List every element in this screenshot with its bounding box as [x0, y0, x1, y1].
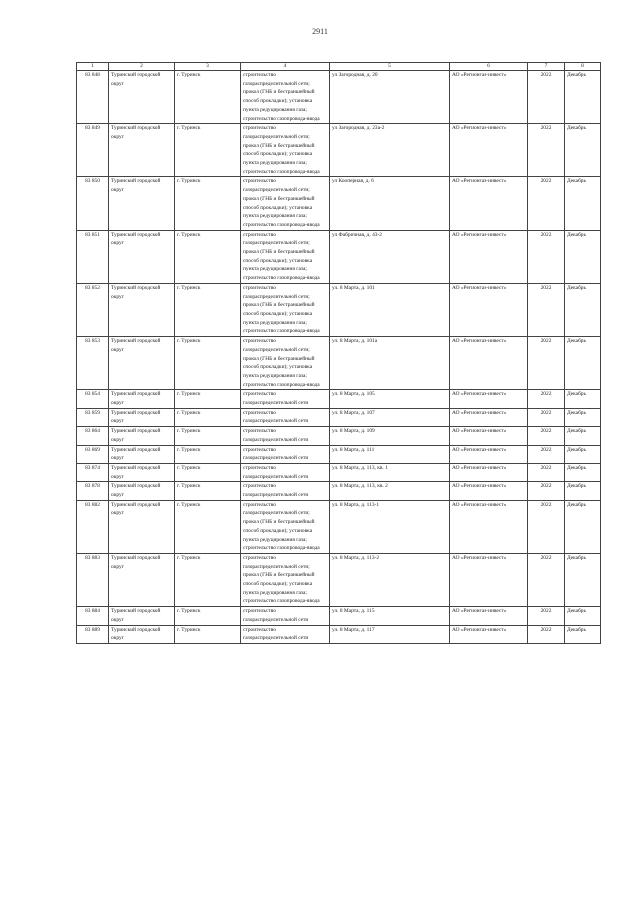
district-cell: Туринский городской округ: [109, 71, 175, 124]
district-cell: Туринский городской округ: [109, 463, 175, 481]
locality-cell: г. Туринск: [175, 408, 241, 426]
district-cell: Туринский городской округ: [109, 283, 175, 336]
district-cell: Туринский городской округ: [109, 500, 175, 553]
table-row: [77, 230, 601, 283]
locality-cell: г. Туринск: [175, 177, 241, 230]
table-row: [77, 283, 601, 336]
work-cell: строительство газораспределительной сети; прокол (ГНБ и бестраншейный способ прокладки); установка пункта редуцирования газа; строительство газопровода-ввода: [241, 177, 330, 230]
organization-cell: АО «Регионгаз-инвест»: [450, 283, 528, 336]
district-cell: Туринский городской округ: [109, 337, 175, 390]
table-row: [77, 427, 601, 445]
row-number: 83 853: [77, 337, 109, 390]
organization-cell: АО «Регионгаз-инвест»: [450, 427, 528, 445]
row-number: 83 852: [77, 283, 109, 336]
district-cell: Туринский городской округ: [109, 553, 175, 606]
month-cell: Декабрь: [565, 463, 601, 481]
work-cell: строительство газораспределительной сети: [241, 607, 330, 625]
work-cell: строительство газораспределительной сети: [241, 482, 330, 500]
work-cell: строительство газораспределительной сети; прокол (ГНБ и бестраншейный способ прокладки); установка пункта редуцирования газа; строительство газопровода-ввода: [241, 553, 330, 606]
month-cell: Декабрь: [565, 390, 601, 408]
row-number: 83 854: [77, 390, 109, 408]
year-cell: 2022: [528, 283, 565, 336]
table-row: [77, 500, 601, 553]
district-cell: Туринский городской округ: [109, 482, 175, 500]
row-number: 83 859: [77, 408, 109, 426]
year-cell: 2022: [528, 500, 565, 553]
row-number: 83 849: [77, 124, 109, 177]
district-cell: Туринский городской округ: [109, 408, 175, 426]
work-cell: строительство газораспределительной сети: [241, 445, 330, 463]
year-cell: 2022: [528, 625, 565, 643]
work-cell: строительство газораспределительной сети: [241, 408, 330, 426]
locality-cell: г. Туринск: [175, 445, 241, 463]
work-cell: строительство газораспределительной сети: [241, 463, 330, 481]
gasification-schedule-table: [76, 62, 601, 644]
row-number: 83 874: [77, 463, 109, 481]
column-header: 2: [109, 63, 175, 71]
table-row: [77, 390, 601, 408]
column-header: 4: [241, 63, 330, 71]
column-header: 7: [528, 63, 565, 71]
address-cell: ул. 8 Марта, д. 113, кв. 1: [330, 463, 450, 481]
year-cell: 2022: [528, 408, 565, 426]
address-cell: ул. 8 Марта, д. 113, кв. 2: [330, 482, 450, 500]
month-cell: Декабрь: [565, 408, 601, 426]
table-row: [77, 408, 601, 426]
organization-cell: АО «Регионгаз-инвест»: [450, 408, 528, 426]
year-cell: 2022: [528, 390, 565, 408]
table-row: [77, 71, 601, 124]
column-header: 5: [330, 63, 450, 71]
organization-cell: АО «Регионгаз-инвест»: [450, 390, 528, 408]
organization-cell: АО «Регионгаз-инвест»: [450, 625, 528, 643]
month-cell: Декабрь: [565, 625, 601, 643]
address-cell: ул. 8 Марта, д. 101: [330, 283, 450, 336]
locality-cell: г. Туринск: [175, 390, 241, 408]
address-cell: ул. 8 Марта, д. 113-2: [330, 553, 450, 606]
row-number: 83 889: [77, 625, 109, 643]
address-cell: ул. 8 Марта, д. 113-1: [330, 500, 450, 553]
table-row: [77, 337, 601, 390]
column-header: 1: [77, 63, 109, 71]
address-cell: ул. 8 Марта, д. 107: [330, 408, 450, 426]
month-cell: Декабрь: [565, 445, 601, 463]
locality-cell: г. Туринск: [175, 482, 241, 500]
month-cell: Декабрь: [565, 500, 601, 553]
locality-cell: г. Туринск: [175, 71, 241, 124]
column-number-row: [77, 63, 601, 71]
organization-cell: АО «Регионгаз-инвест»: [450, 71, 528, 124]
work-cell: строительство газораспределительной сети: [241, 427, 330, 445]
year-cell: 2022: [528, 337, 565, 390]
organization-cell: АО «Регионгаз-инвест»: [450, 337, 528, 390]
district-cell: Туринский городской округ: [109, 230, 175, 283]
address-cell: ул. 8 Марта, д. 101а: [330, 337, 450, 390]
row-number: 83 864: [77, 427, 109, 445]
year-cell: 2022: [528, 463, 565, 481]
locality-cell: г. Туринск: [175, 124, 241, 177]
row-number: 83 878: [77, 482, 109, 500]
address-cell: ул. 8 Марта, д. 117: [330, 625, 450, 643]
address-cell: ул. 8 Марта, д. 115: [330, 607, 450, 625]
year-cell: 2022: [528, 230, 565, 283]
address-cell: ул Загородная, д. 20: [330, 71, 450, 124]
column-header: 3: [175, 63, 241, 71]
work-cell: строительство газораспределительной сети; прокол (ГНБ и бестраншейный способ прокладки); установка пункта редуцирования газа; строительство газопровода-ввода: [241, 124, 330, 177]
organization-cell: АО «Регионгаз-инвест»: [450, 463, 528, 481]
page-number: 2911: [312, 27, 328, 36]
district-cell: Туринский городской округ: [109, 427, 175, 445]
organization-cell: АО «Регионгаз-инвест»: [450, 445, 528, 463]
work-cell: строительство газораспределительной сети: [241, 390, 330, 408]
locality-cell: г. Туринск: [175, 283, 241, 336]
organization-cell: АО «Регионгаз-инвест»: [450, 482, 528, 500]
table-row: [77, 177, 601, 230]
locality-cell: г. Туринск: [175, 500, 241, 553]
month-cell: Декабрь: [565, 177, 601, 230]
locality-cell: г. Туринск: [175, 463, 241, 481]
organization-cell: АО «Регионгаз-инвест»: [450, 500, 528, 553]
district-cell: Туринский городской округ: [109, 124, 175, 177]
month-cell: Декабрь: [565, 124, 601, 177]
year-cell: 2022: [528, 177, 565, 230]
row-number: 83 883: [77, 553, 109, 606]
work-cell: строительство газораспределительной сети; прокол (ГНБ и бестраншейный способ прокладки); установка пункта редуцирования газа; строительство газопровода-ввода: [241, 283, 330, 336]
table-row: [77, 625, 601, 643]
table-row: [77, 445, 601, 463]
month-cell: Декабрь: [565, 607, 601, 625]
locality-cell: г. Туринск: [175, 427, 241, 445]
month-cell: Декабрь: [565, 427, 601, 445]
work-cell: строительство газораспределительной сети; прокол (ГНБ и бестраншейный способ прокладки); установка пункта редуцирования газа; строительство газопровода-ввода: [241, 500, 330, 553]
address-cell: ул Загородная, д. 23а-2: [330, 124, 450, 177]
organization-cell: АО «Регионгаз-инвест»: [450, 177, 528, 230]
year-cell: 2022: [528, 124, 565, 177]
address-cell: ул. 8 Марта, д. 109: [330, 427, 450, 445]
locality-cell: г. Туринск: [175, 607, 241, 625]
address-cell: ул. 8 Марта, д. 111: [330, 445, 450, 463]
work-cell: строительство газораспределительной сети; прокол (ГНБ и бестраншейный способ прокладки); установка пункта редуцирования газа; строительство газопровода-ввода: [241, 337, 330, 390]
organization-cell: АО «Регионгаз-инвест»: [450, 124, 528, 177]
district-cell: Туринский городской округ: [109, 607, 175, 625]
month-cell: Декабрь: [565, 71, 601, 124]
row-number: 83 869: [77, 445, 109, 463]
column-header: 8: [565, 63, 601, 71]
work-cell: строительство газораспределительной сети: [241, 625, 330, 643]
organization-cell: АО «Регионгаз-инвест»: [450, 553, 528, 606]
year-cell: 2022: [528, 427, 565, 445]
district-cell: Туринский городской округ: [109, 445, 175, 463]
year-cell: 2022: [528, 607, 565, 625]
work-cell: строительство газораспределительной сети; прокол (ГНБ и бестраншейный способ прокладки); установка пункта редуцирования газа; строительство газопровода-ввода: [241, 230, 330, 283]
work-cell: строительство газораспределительной сети; прокол (ГНБ и бестраншейный способ прокладки); установка пункта редуцирования газа; строительство газопровода-ввода: [241, 71, 330, 124]
district-cell: Туринский городской округ: [109, 177, 175, 230]
month-cell: Декабрь: [565, 482, 601, 500]
address-cell: ул Фабричная, д. 43-2: [330, 230, 450, 283]
row-number: 83 884: [77, 607, 109, 625]
address-cell: ул. 8 Марта, д. 105: [330, 390, 450, 408]
table-row: [77, 607, 601, 625]
year-cell: 2022: [528, 553, 565, 606]
locality-cell: г. Туринск: [175, 230, 241, 283]
table-row: [77, 553, 601, 606]
district-cell: Туринский городской округ: [109, 625, 175, 643]
table-row: [77, 463, 601, 481]
organization-cell: АО «Регионгаз-инвест»: [450, 230, 528, 283]
month-cell: Декабрь: [565, 283, 601, 336]
locality-cell: г. Туринск: [175, 337, 241, 390]
year-cell: 2022: [528, 445, 565, 463]
locality-cell: г. Туринск: [175, 625, 241, 643]
locality-cell: г. Туринск: [175, 553, 241, 606]
month-cell: Декабрь: [565, 337, 601, 390]
row-number: 83 850: [77, 177, 109, 230]
row-number: 83 851: [77, 230, 109, 283]
row-number: 83 882: [77, 500, 109, 553]
table-row: [77, 124, 601, 177]
table-row: [77, 482, 601, 500]
organization-cell: АО «Регионгаз-инвест»: [450, 607, 528, 625]
year-cell: 2022: [528, 482, 565, 500]
column-header: 6: [450, 63, 528, 71]
month-cell: Декабрь: [565, 230, 601, 283]
row-number: 83 848: [77, 71, 109, 124]
month-cell: Декабрь: [565, 553, 601, 606]
year-cell: 2022: [528, 71, 565, 124]
district-cell: Туринский городской округ: [109, 390, 175, 408]
address-cell: ул Кооперная, д. 6: [330, 177, 450, 230]
